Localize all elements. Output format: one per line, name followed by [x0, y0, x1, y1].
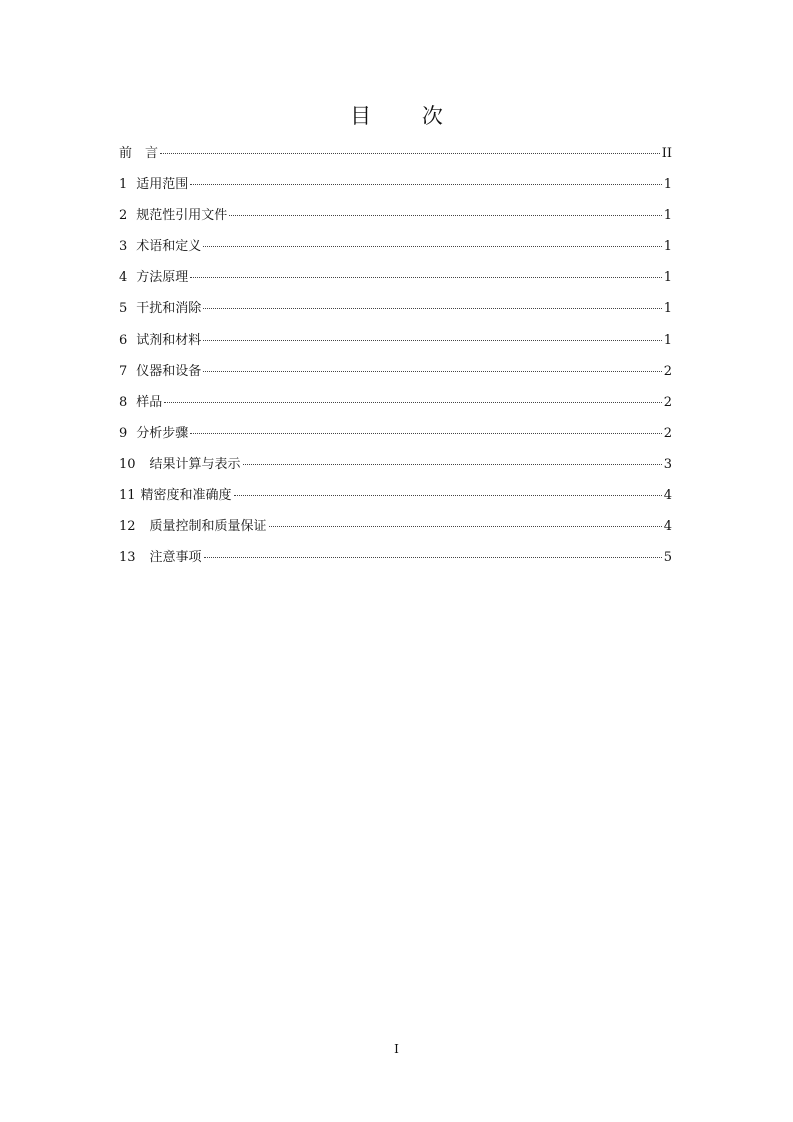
toc-entry-label: 干扰和消除	[136, 301, 202, 317]
toc-leader-dots	[203, 371, 661, 372]
toc-entry-page: 3	[663, 456, 672, 472]
toc-entry-page: 2	[663, 363, 672, 379]
toc-entry-3[interactable]	[119, 237, 672, 268]
toc-leader-dots	[160, 153, 660, 154]
toc-entry-page: 2	[663, 394, 672, 410]
toc-entry-number: 8	[119, 394, 128, 410]
toc-entry-page: 2	[663, 425, 672, 441]
toc-leader-dots	[164, 402, 661, 403]
toc-entry-11[interactable]	[119, 486, 672, 517]
toc-leader-dots	[190, 277, 661, 278]
toc-entry-4[interactable]	[119, 268, 672, 299]
toc-entry-label: 规范性引用文件	[136, 208, 228, 224]
toc-entry-number: 13	[119, 550, 136, 566]
toc-entry-label: 结果计算与表示	[149, 456, 241, 472]
toc-entry-10[interactable]	[119, 455, 672, 486]
toc-entry-9[interactable]	[119, 424, 672, 455]
toc-entry-number: 10	[119, 456, 136, 472]
toc-entry-7[interactable]	[119, 362, 672, 393]
toc-entry-number: 7	[119, 363, 128, 379]
toc-entry-page: 1	[663, 332, 672, 348]
table-of-contents	[119, 144, 672, 579]
toc-entry-page: 5	[663, 550, 672, 566]
toc-entry-6[interactable]	[119, 331, 672, 362]
toc-entry-page: 1	[663, 208, 672, 224]
toc-entry-page: II	[661, 146, 672, 161]
toc-leader-dots	[243, 464, 662, 465]
toc-leader-dots	[204, 557, 662, 558]
toc-entry-label: 适用范围	[136, 177, 189, 193]
toc-entry-number: 3	[119, 239, 128, 255]
toc-leader-dots	[229, 215, 661, 216]
toc-entry-number: 11	[119, 488, 136, 504]
toc-entry-page: 1	[663, 239, 672, 255]
toc-entry-label: 质量控制和质量保证	[149, 519, 267, 535]
toc-entry-13[interactable]	[119, 548, 672, 579]
toc-entry-12[interactable]	[119, 517, 672, 548]
toc-entry-number: 1	[119, 177, 128, 193]
toc-leader-dots	[234, 495, 662, 496]
toc-entry-label: 方法原理	[136, 270, 189, 286]
toc-entry-label: 术语和定义	[136, 239, 202, 255]
toc-entry-preface[interactable]	[119, 144, 672, 175]
page-title: 目 次	[350, 104, 465, 128]
toc-entry-page: 1	[663, 177, 672, 193]
toc-entry-page: 4	[663, 519, 672, 535]
toc-entry-label: 前 言	[119, 146, 159, 161]
toc-entry-page: 1	[663, 301, 672, 317]
toc-entry-number: 9	[119, 425, 128, 441]
toc-entry-number: 5	[119, 301, 128, 317]
toc-leader-dots	[203, 308, 661, 309]
toc-leader-dots	[190, 184, 661, 185]
toc-entry-2[interactable]	[119, 206, 672, 237]
toc-entry-5[interactable]	[119, 299, 672, 330]
toc-entry-label: 样品	[136, 394, 163, 410]
toc-leader-dots	[190, 433, 661, 434]
page-number: I	[394, 1042, 399, 1056]
toc-entry-label: 试剂和材料	[136, 332, 202, 348]
toc-entry-number: 2	[119, 208, 128, 224]
toc-entry-label: 精密度和准确度	[140, 488, 232, 504]
toc-entry-number: 6	[119, 332, 128, 348]
toc-entry-label: 分析步骤	[136, 425, 189, 441]
toc-entry-8[interactable]	[119, 393, 672, 424]
toc-entry-page: 1	[663, 270, 672, 286]
toc-entry-number: 4	[119, 270, 128, 286]
toc-entry-page: 4	[663, 488, 672, 504]
toc-entry-label: 仪器和设备	[136, 363, 202, 379]
toc-entry-label: 注意事项	[149, 550, 202, 566]
toc-leader-dots	[203, 340, 661, 341]
toc-entry-1[interactable]	[119, 175, 672, 206]
toc-leader-dots	[269, 526, 662, 527]
toc-leader-dots	[203, 246, 661, 247]
toc-entry-number: 12	[119, 519, 136, 535]
